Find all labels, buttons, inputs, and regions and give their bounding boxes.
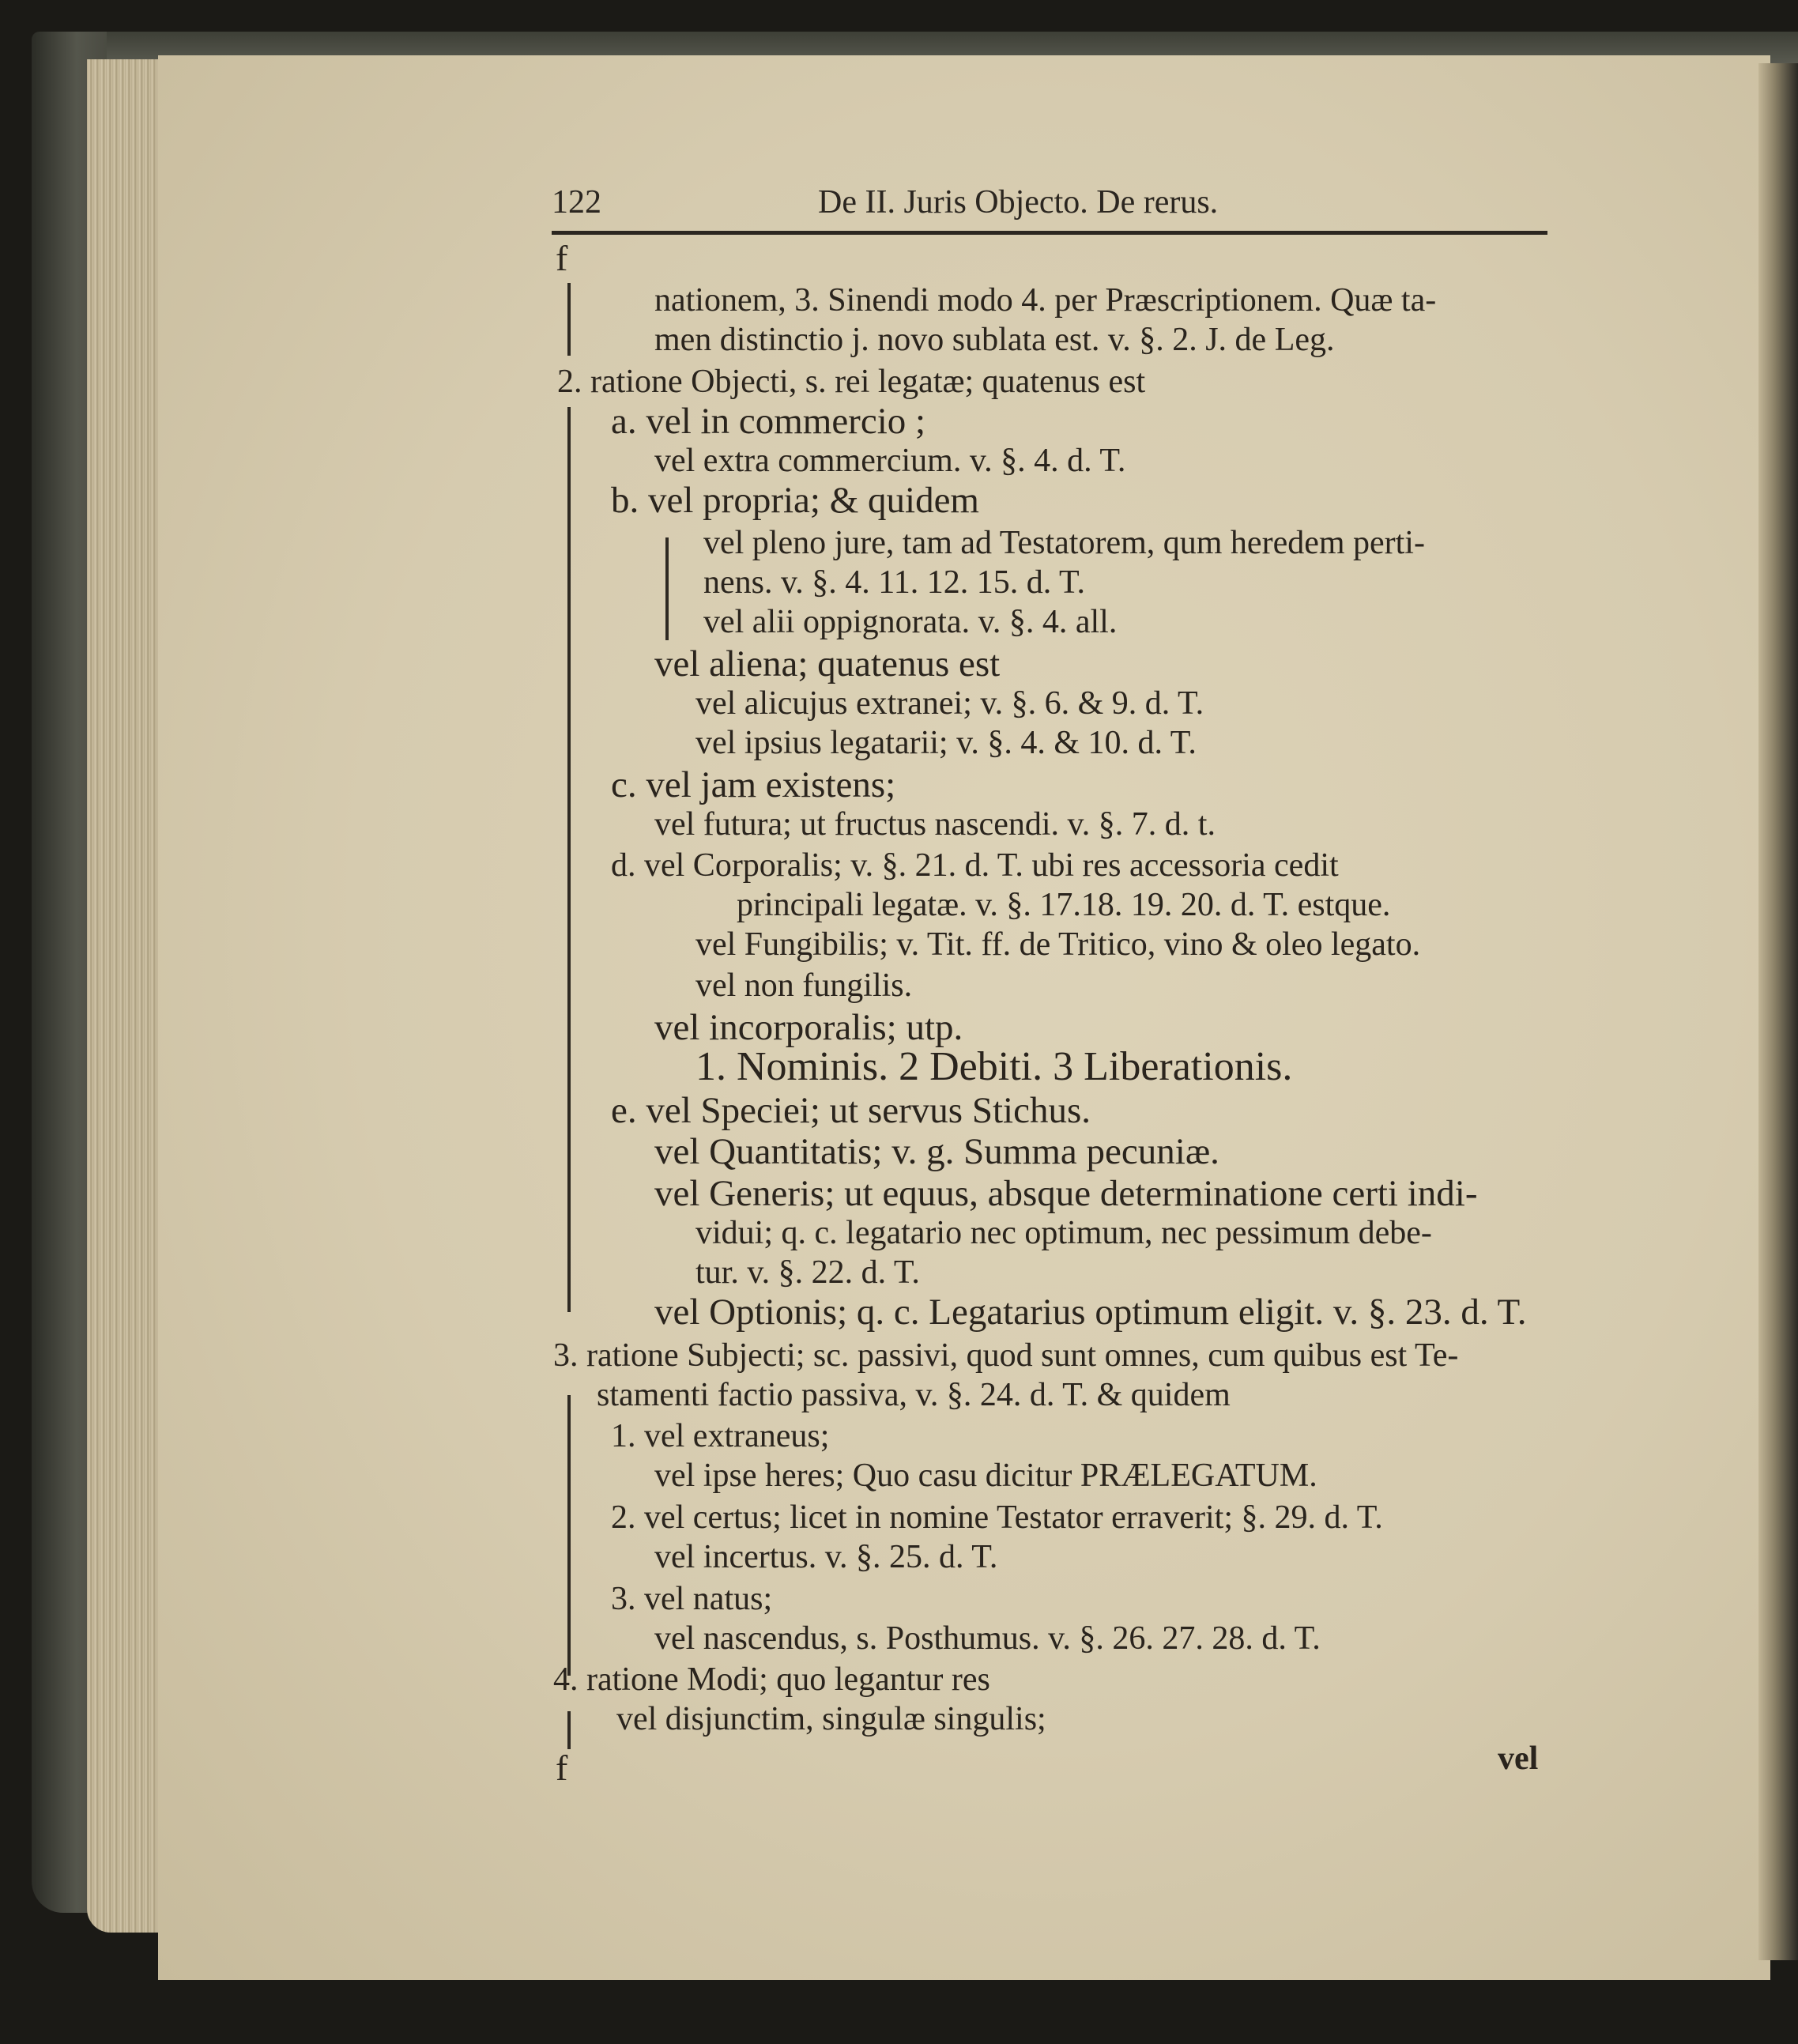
text-line: vel alicujus extranei; v. §. 6. & 9. d. T. xyxy=(695,685,1204,722)
text-line: vel Generis; ut equus, absque determinatione certi indi- xyxy=(654,1173,1478,1214)
text-line: 3. ratione Subjecti; sc. passivi, quod sunt omnes, cum quibus est Te- xyxy=(553,1337,1459,1374)
margin-mark-top: f xyxy=(556,238,568,278)
text-line: d. vel Corporalis; v. §. 21. d. T. ubi res accessoria cedit xyxy=(611,847,1339,884)
text-line: vel extra commercium. v. §. 4. d. T. xyxy=(654,443,1126,479)
text-line: vel incorporalis; utp. xyxy=(654,1007,963,1048)
text-line: men distinctio j. novo sublata est. v. §. 2. J. de Leg. xyxy=(654,322,1335,358)
text-line: vel nascendus, s. Posthumus. v. §. 26. 27. 28. d. T. xyxy=(654,1620,1321,1657)
text-line: vel alii oppignorata. v. §. 4. all. xyxy=(703,604,1118,640)
text-line: tur. v. §. 22. d. T. xyxy=(695,1254,920,1291)
text-line: vel disjunctim, singulæ singulis; xyxy=(616,1701,1046,1737)
catchword: vel xyxy=(1498,1740,1539,1777)
text-line: b. vel propria; & quidem xyxy=(611,480,979,521)
text-line: vel aliena; quatenus est xyxy=(654,643,1001,684)
text-line: c. vel jam existens; xyxy=(611,764,896,805)
bracket-line xyxy=(567,1711,571,1749)
page-gutter-shadow xyxy=(1758,63,1798,1960)
text-line: nens. v. §. 4. 11. 12. 15. d. T. xyxy=(703,564,1085,601)
text-line: vel Optionis; q. c. Legatarius optimum eligit. v. §. 23. d. T. xyxy=(654,1292,1527,1333)
text-line: e. vel Speciei; ut servus Stichus. xyxy=(611,1090,1091,1131)
text-line: stamenti factio passiva, v. §. 24. d. T. & quidem xyxy=(597,1377,1231,1413)
text-line: 1. vel extraneus; xyxy=(611,1418,830,1454)
text-line: principali legatæ. v. §. 17.18. 19. 20. d. T. estque. xyxy=(737,887,1391,923)
bracket-line xyxy=(567,283,571,356)
text-line: vel non fungilis. xyxy=(695,967,913,1004)
running-title: De II. Juris Objecto. De rerus. xyxy=(818,184,1219,221)
text-line: vel incertus. v. §. 25. d. T. xyxy=(654,1539,998,1575)
text-line: nationem, 3. Sinendi modo 4. per Præscriptionem. Quæ ta- xyxy=(654,282,1437,319)
text-line: 3. vel natus; xyxy=(611,1581,773,1617)
page-number: 122 xyxy=(552,184,601,221)
text-line: vel ipsius legatarii; v. §. 4. & 10. d. T. xyxy=(695,725,1197,761)
text-line: vel ipse heres; Quo casu dicitur PRÆLEGATUM. xyxy=(654,1458,1317,1494)
text-line: 1. Nominis. 2 Debiti. 3 Liberationis. xyxy=(695,1044,1293,1089)
text-line: vidui; q. c. legatario nec optimum, nec pessimum debe- xyxy=(695,1215,1432,1251)
bracket-line xyxy=(567,1020,571,1312)
text-line: 4. ratione Modi; quo legantur res xyxy=(553,1661,990,1698)
text-line: a. vel in commercio ; xyxy=(611,401,926,442)
margin-mark-bottom: f xyxy=(556,1748,568,1788)
text-line: vel Fungibilis; v. Tit. ff. de Tritico, vino & oleo legato. xyxy=(695,926,1421,963)
text-line: vel futura; ut fructus nascendi. v. §. 7. d. t. xyxy=(654,806,1216,843)
header-rule xyxy=(552,231,1547,235)
bracket-line xyxy=(665,537,669,640)
bracket-line xyxy=(567,407,571,1024)
bracket-line xyxy=(567,1395,571,1676)
text-line: 2. ratione Objecti, s. rei legatæ; quatenus est xyxy=(557,364,1146,400)
text-line: vel pleno jure, tam ad Testatorem, qum heredem perti- xyxy=(703,525,1425,561)
text-line: 2. vel certus; licet in nomine Testator erraverit; §. 29. d. T. xyxy=(611,1499,1383,1536)
text-line: vel Quantitatis; v. g. Summa pecuniæ. xyxy=(654,1131,1219,1172)
